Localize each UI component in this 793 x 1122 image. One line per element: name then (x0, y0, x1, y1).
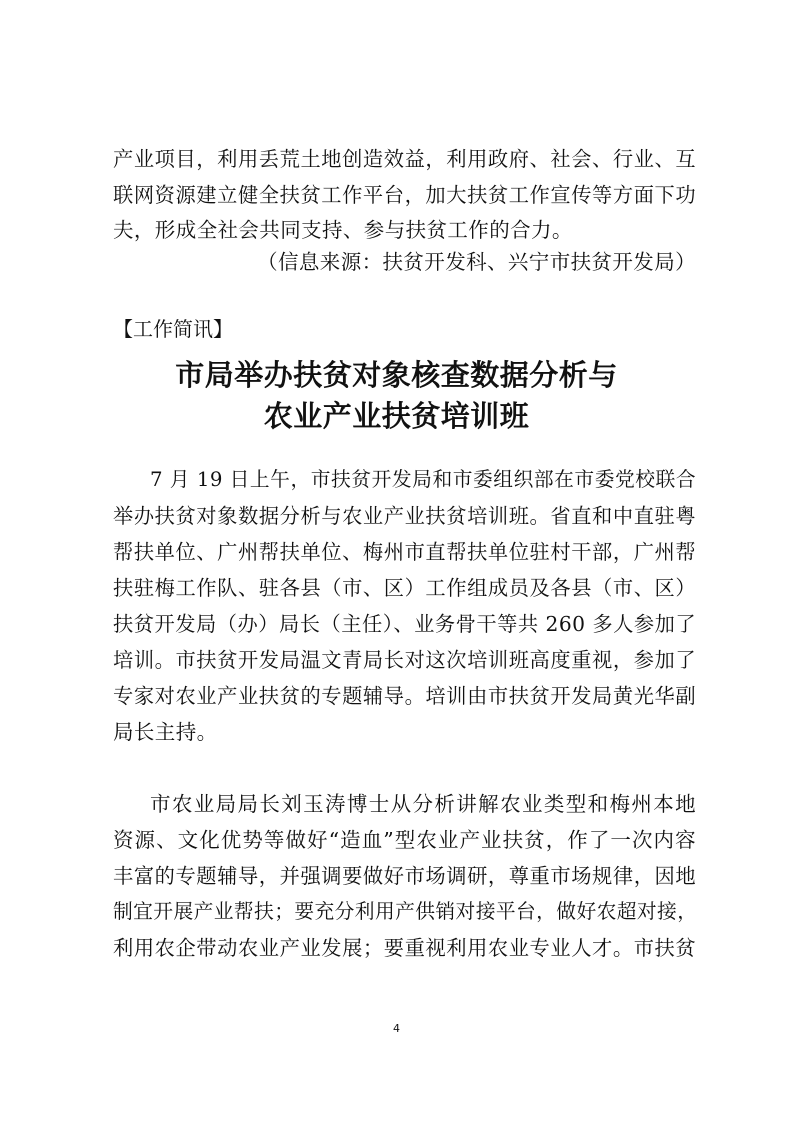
text-line: 联网资源建立健全扶贫工作平台，加大扶贫工作宣传等方面下功 (113, 183, 696, 207)
headline-line-1: 市局举办扶贫对象核查数据分析与 (175, 358, 618, 392)
text-line: 扶驻梅工作队、驻各县（市、区）工作组成员及各县（市、区） (113, 576, 696, 600)
text-line: 举办扶贫对象数据分析与农业产业扶贫培训班。省直和中直驻粤 (113, 504, 696, 528)
text-line: 市农业局局长刘玉涛博士从分析讲解农业类型和梅州本地 (150, 792, 696, 816)
text-line: 产业项目，利用丢荒土地创造效益，利用政府、社会、行业、互 (113, 147, 696, 171)
text-line: 帮扶单位、广州帮扶单位、梅州市直帮扶单位驻村干部，广州帮 (113, 540, 696, 564)
source-note: （信息来源：扶贫开发科、兴宁市扶贫开发局） (257, 250, 696, 274)
text-line: 扶贫开发局（办）局长（主任）、业务骨干等共 260 多人参加了 (113, 612, 696, 636)
text-line: 专家对农业产业扶贫的专题辅导。培训由市扶贫开发局黄光华副 (113, 684, 696, 708)
text-line: 利用农企带动农业产业发展；要重视利用农业专业人才。市扶贫 (113, 936, 696, 960)
text-line: 丰富的专题辅导，并强调要做好市场调研，尊重市场规律，因地 (113, 864, 696, 888)
text-line: 资源、文化优势等做好“造血”型农业产业扶贫，作了一次内容 (113, 828, 696, 852)
text-line: 7 月 19 日上午，市扶贫开发局和市委组织部在市委党校联合 (150, 468, 696, 491)
text-line: 制宜开展产业帮扶；要充分利用产供销对接平台，做好农超对接， (113, 900, 698, 923)
text-line: 局长主持。 (113, 720, 218, 744)
section-tag: 【工作简讯】 (113, 317, 233, 341)
headline-line-2: 农业产业扶贫培训班 (263, 399, 530, 433)
text-line: 培训。市扶贫开发局温文青局长对这次培训班高度重视，参加了 (113, 648, 696, 672)
page-number: 4 (393, 1022, 400, 1035)
text-line: 夫，形成全社会共同支持、参与扶贫工作的合力。 (113, 218, 573, 242)
